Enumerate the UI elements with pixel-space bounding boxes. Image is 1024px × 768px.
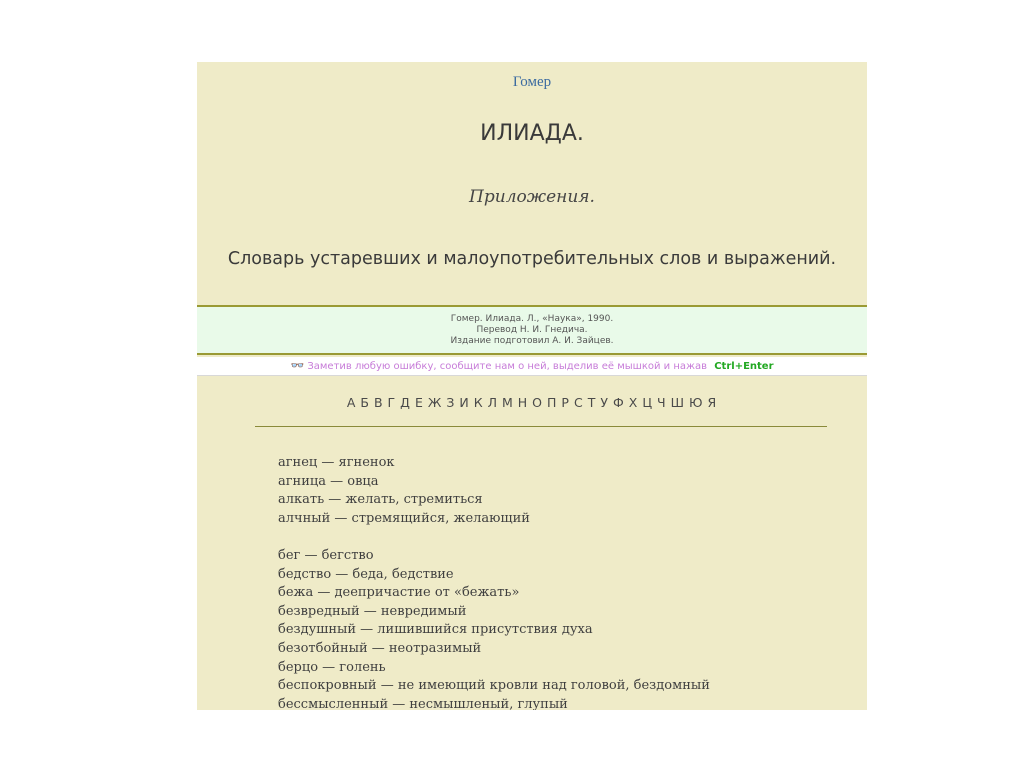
publication-line: Гомер. Илиада. Л., «Наука», 1990. xyxy=(450,314,614,324)
translator-line: Перевод Н. И. Гнедича. xyxy=(476,325,588,335)
dictionary-entry: бездушный — лишившийся присутствия духа xyxy=(278,622,593,638)
divider xyxy=(255,426,827,427)
alphabet-letter-link[interactable]: Л xyxy=(487,395,498,410)
editor-line: Издание подготовил А. И. Зайцев. xyxy=(450,336,614,346)
dictionary-entry: бежа — деепричастие от «бежать» xyxy=(278,585,520,601)
dictionary-entries xyxy=(278,454,858,710)
dictionary-entry: алчный — стремящийся, желающий xyxy=(278,510,530,526)
alphabet-letter-link[interactable]: Г xyxy=(387,395,397,410)
alphabet-letter-link[interactable]: Т xyxy=(587,395,597,410)
alphabet-letter-link[interactable]: К xyxy=(473,395,484,410)
dictionary-entry: бедство — беда, бедствие xyxy=(278,566,454,582)
alphabet-letter-link[interactable]: Ф xyxy=(612,395,625,410)
entry-group xyxy=(278,547,858,710)
alphabet-letter-link[interactable]: З xyxy=(446,395,456,410)
alphabet-letter-link[interactable]: Н xyxy=(517,395,529,410)
alphabet-letter-link[interactable]: С xyxy=(573,395,584,410)
alphabet-letter-link[interactable]: Ч xyxy=(657,395,667,410)
alphabet-letter-link[interactable]: Ц xyxy=(642,395,654,410)
section-subtitle: Приложения. xyxy=(469,187,595,207)
alphabet-letter-link[interactable]: В xyxy=(373,395,384,410)
dictionary-entry: агнец — ягненок xyxy=(278,455,395,470)
alphabet-letter-link[interactable]: П xyxy=(547,395,558,410)
entry-group xyxy=(278,454,858,528)
publication-info xyxy=(197,305,867,355)
alphabet-letter-link[interactable]: Ж xyxy=(427,395,443,410)
dictionary-entry: алкать — желать, стремиться xyxy=(278,492,483,508)
author-link[interactable]: Гомер xyxy=(512,74,552,90)
alphabet-letter-link[interactable]: Б xyxy=(360,395,370,410)
alphabet-letter-link[interactable]: Я xyxy=(707,395,718,410)
alphabet-letter-link[interactable]: М xyxy=(501,395,514,410)
dictionary-entry: беспокровный — не имеющий кровли над головой, бездомный xyxy=(278,678,710,694)
document-page xyxy=(197,62,867,710)
alphabet-letter-link[interactable]: У xyxy=(600,395,609,410)
dictionary-entry: безвредный — невредимый xyxy=(278,603,467,619)
alphabet-letter-link[interactable]: Р xyxy=(561,395,570,410)
dictionary-heading: Словарь устаревших и малоупотребительных слов и выражений. xyxy=(227,249,837,269)
error-report-notice xyxy=(197,357,867,376)
alphabet-nav xyxy=(197,395,867,410)
alphabet-letter-link[interactable]: Е xyxy=(414,395,424,410)
alphabet-letter-link[interactable]: И xyxy=(459,395,470,410)
notice-text: Заметив любую ошибку, сообщите нам о ней, выделив её мышкой и нажав xyxy=(307,361,708,372)
dictionary-entry: агница — овца xyxy=(278,473,379,489)
alphabet-letter-link[interactable]: Ш xyxy=(670,395,685,410)
shortcut-key: Ctrl+Enter xyxy=(714,361,774,372)
dictionary-entry: безотбойный — неотразимый xyxy=(278,640,482,656)
dictionary-entry: бег — бегство xyxy=(278,547,374,563)
alphabet-letter-link[interactable]: О xyxy=(532,395,544,410)
dictionary-entry: бессмысленный — несмышленый, глупый xyxy=(278,696,568,710)
alphabet-letter-link[interactable]: А xyxy=(346,395,357,410)
page-title: ИЛИАДА. xyxy=(480,121,584,146)
alphabet-letter-link[interactable]: Ю xyxy=(688,395,704,410)
alphabet-letter-link[interactable]: Д xyxy=(400,395,411,410)
glasses-icon: 👓 xyxy=(290,359,302,372)
alphabet-letter-link[interactable]: Х xyxy=(628,395,639,410)
dictionary-entry: берцо — голень xyxy=(278,659,386,675)
